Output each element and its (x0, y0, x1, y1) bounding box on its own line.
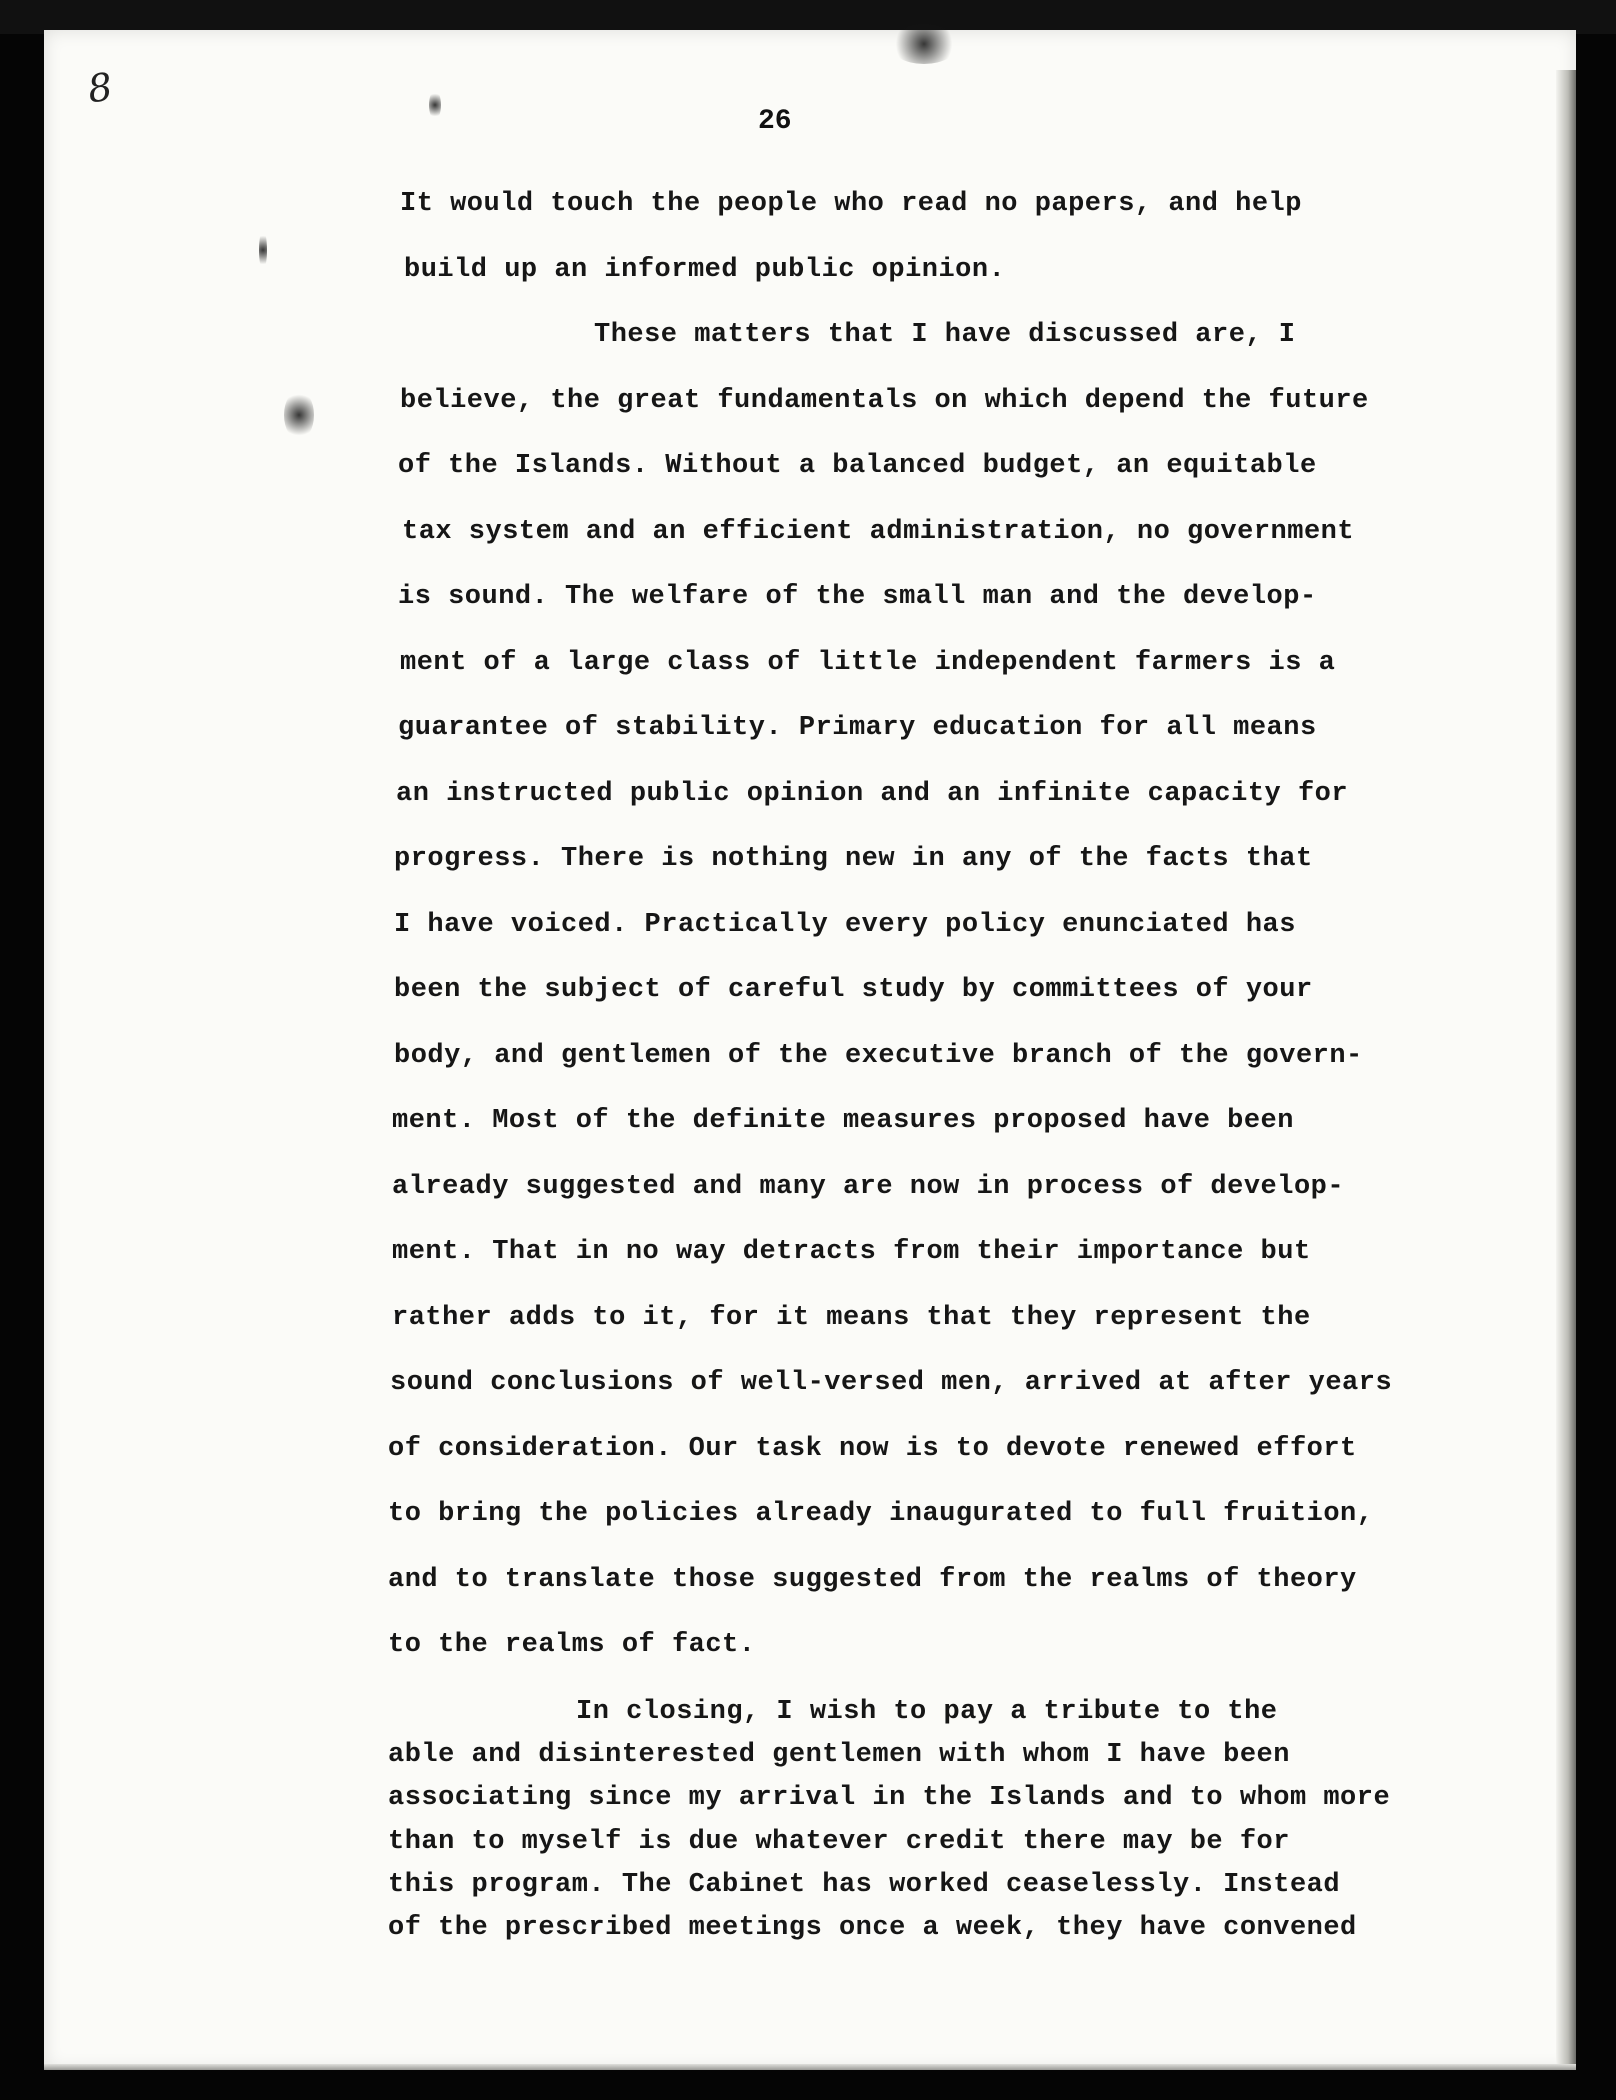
text-line: body, and gentlemen of the executive branch of the govern- (394, 1040, 1363, 1071)
single-spaced-text-block (388, 1691, 1391, 1950)
text-line: to bring the policies already inaugurated to full fruition, (388, 1499, 1374, 1529)
text-line: rather adds to it, for it means that they represent the (392, 1302, 1311, 1333)
text-line: than to myself is due whatever credit there may be for (388, 1826, 1290, 1857)
text-line: ment of a large class of little independent farmers is a (400, 647, 1336, 678)
text-line: able and disinterested gentlemen with whom I have been (388, 1740, 1290, 1771)
ink-speck (429, 90, 441, 120)
paragraph-start-line: These matters that I have discussed are, I (594, 320, 1296, 350)
text-line: sound conclusions of well-versed men, arrived at after years (390, 1368, 1393, 1398)
text-line: build up an informed public opinion. (404, 254, 1006, 285)
text-line: tax system and an efficient administration, no government (402, 516, 1355, 547)
text-line: associating since my arrival in the Islands and to whom more (388, 1783, 1391, 1814)
paragraph-start-line: In closing, I wish to pay a tribute to the (576, 1697, 1278, 1727)
handwritten-margin-mark: 8 (85, 64, 116, 112)
double-spaced-text-block (388, 172, 1393, 1679)
text-line: been the subject of careful study by committees of your (394, 975, 1313, 1005)
text-line: of consideration. Our task now is to devote renewed effort (388, 1433, 1357, 1464)
text-line: of the Islands. Without a balanced budget, an equitable (398, 451, 1317, 481)
text-line: is sound. The welfare of the small man and the develop- (398, 582, 1317, 612)
text-line: It would touch the people who read no papers, and help (400, 189, 1302, 219)
text-line: believe, the great fundamentals on which depend the future (400, 385, 1369, 416)
text-line: of the prescribed meetings once a week, they have convened (388, 1913, 1357, 1944)
text-line: already suggested and many are now in process of develop- (392, 1171, 1345, 1202)
text-line: ment. Most of the definite measures proposed have been (392, 1106, 1294, 1136)
ink-speck (259, 230, 267, 270)
page-right-edge (1556, 70, 1576, 2070)
scan-top-edge (0, 0, 1616, 34)
text-line: guarantee of stability. Primary education for all means (398, 713, 1317, 743)
text-line: to the realms of fact. (388, 1630, 756, 1660)
text-line: I have voiced. Practically every policy enunciated has (394, 909, 1296, 940)
text-line: ment. That in no way detracts from their importance but (392, 1237, 1311, 1267)
ink-smudge (284, 390, 314, 440)
text-line: progress. There is nothing new in any of the facts that (394, 844, 1313, 874)
text-line: this program. The Cabinet has worked ceaselessly. Instead (388, 1869, 1341, 1900)
text-line: an instructed public opinion and an infinite capacity for (396, 778, 1349, 809)
page-number: 26 (758, 106, 792, 137)
text-line: and to translate those suggested from the realms of theory (388, 1564, 1357, 1595)
ink-smudge (889, 24, 959, 64)
page-bottom-edge (44, 2064, 1576, 2070)
